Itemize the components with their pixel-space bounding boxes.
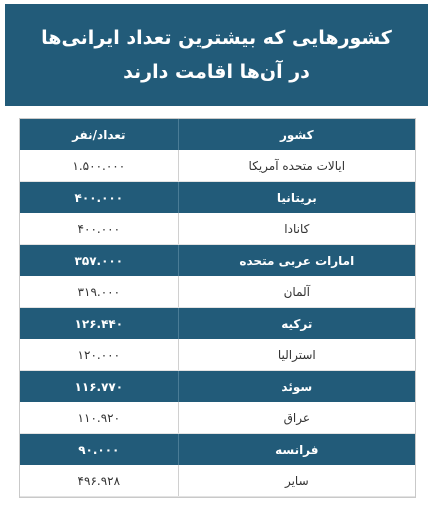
table-row bbox=[20, 465, 415, 497]
count-cell: ۱۲۶.۴۴۰ bbox=[20, 308, 178, 340]
column-header-count: تعداد/نفر bbox=[20, 119, 178, 150]
table-row bbox=[20, 371, 415, 403]
country-cell: کانادا bbox=[178, 213, 415, 245]
table-row bbox=[20, 213, 415, 245]
population-table bbox=[20, 119, 415, 497]
table-header-row bbox=[20, 119, 415, 150]
table-row bbox=[20, 245, 415, 277]
count-cell: ۱.۵۰۰.۰۰۰ bbox=[20, 150, 178, 182]
country-cell: استرالیا bbox=[178, 339, 415, 371]
country-cell: عراق bbox=[178, 402, 415, 434]
table-row bbox=[20, 182, 415, 214]
infographic bbox=[5, 4, 428, 514]
count-cell: ۴۰۰.۰۰۰ bbox=[20, 182, 178, 214]
count-cell: ۹۰.۰۰۰ bbox=[20, 434, 178, 466]
table-row bbox=[20, 276, 415, 308]
count-cell: ۴۹۶.۹۲۸ bbox=[20, 465, 178, 497]
country-cell: ترکیه bbox=[178, 308, 415, 340]
country-cell: آلمان bbox=[178, 276, 415, 308]
count-cell: ۱۱۰.۹۲۰ bbox=[20, 402, 178, 434]
country-cell: بریتانیا bbox=[178, 182, 415, 214]
count-cell: ۳۱۹.۰۰۰ bbox=[20, 276, 178, 308]
data-table-container bbox=[19, 118, 416, 498]
table-row bbox=[20, 150, 415, 182]
page-title: کشورهایی که بیشترین تعداد ایرانی‌ها در آن‌ها اقامت دارند bbox=[41, 27, 392, 83]
table-row bbox=[20, 339, 415, 371]
country-cell: سوئد bbox=[178, 371, 415, 403]
country-cell: امارات عربی متحده bbox=[178, 245, 415, 277]
title-banner bbox=[5, 4, 428, 106]
table-row bbox=[20, 308, 415, 340]
table-row bbox=[20, 402, 415, 434]
count-cell: ۳۵۷.۰۰۰ bbox=[20, 245, 178, 277]
count-cell: ۱۱۶.۷۷۰ bbox=[20, 371, 178, 403]
country-cell: ایالات متحده آمریکا bbox=[178, 150, 415, 182]
country-cell: سایر bbox=[178, 465, 415, 497]
table-row bbox=[20, 434, 415, 466]
count-cell: ۴۰۰.۰۰۰ bbox=[20, 213, 178, 245]
count-cell: ۱۲۰.۰۰۰ bbox=[20, 339, 178, 371]
column-header-country: کشور bbox=[178, 119, 415, 150]
country-cell: فرانسه bbox=[178, 434, 415, 466]
